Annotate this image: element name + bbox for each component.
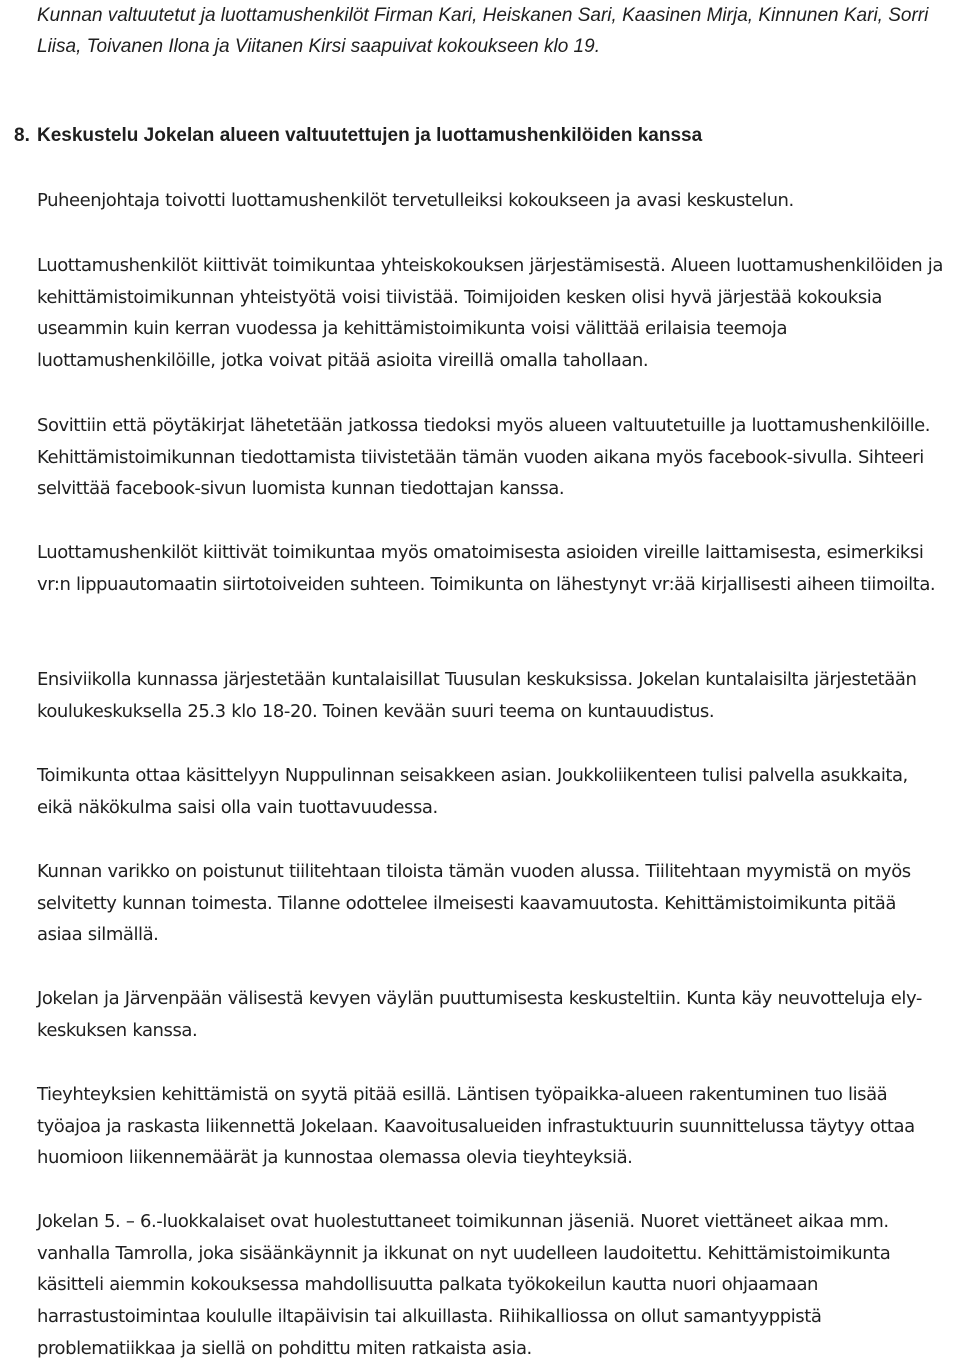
paragraph-youth: Jokelan 5. – 6.-luokkalaiset ovat huolestuttaneet toimikunnan jäseniä. Nuoret viettäneet aikaa mm. vanhalla Tamrolla, joka sisäänkäynnit ja ikkunat on nyt uudelleen laudoitettu. Kehittämistoimikunta käsitteli aiemmin kokouksessa mahdollisuutta palkata työkokeilun kautta nuori ohjaamaan harrastustoimintaa koululle iltapäivisin tai alkuillasta. Riihikalliossa on ollut samantyyppistä problematiikkaa ja siellä on pohdittu miten ratkaista asia. bbox=[37, 1211, 891, 1359]
paragraph-cooperation: Luottamushenkilöt kiittivät toimikuntaa yhteiskokouksen järjestämisestä. Alueen luottamushenkilöiden ja kehittämistoimikunnan yhteistyötä voisi tiivistää. Toimijoiden kesken olisi hyvä järjestää kokouksia useammin kuin kerran vuodessa ja kehittämistoimikunta voisi välittää erilaisia teemoja luottamushenkilöille, jotka voivat pitää asioita vireillä omalla tahollaan. bbox=[37, 255, 943, 372]
paragraph-minutes: Sovittiin että pöytäkirjat lähetetään jatkossa tiedoksi myös alueen valtuutetuille ja luottamushenkilöille. Kehittämistoimikunnan tiedottamista tiivistetään tämän vuoden aikana myös facebook-sivulla. Sihteeri selvittää facebook-sivun luomista kunnan tiedottajan kanssa. bbox=[37, 415, 931, 500]
paragraph-vr-ticket-machine: Luottamushenkilöt kiittivät toimikuntaa myös omatoimisesta asioiden vireille laittamisesta, esimerkiksi vr:n lippuautomaatin siirtotoiveiden suhteen. Toimikunta on lähestynyt vr:ää kirjallisesti aiheen tiimoilta. bbox=[37, 542, 936, 595]
paragraph-light-traffic-route: Jokelan ja Järvenpään välisestä kevyen väylän puuttumisesta keskusteltiin. Kunta käy neuvotteluja ely-keskuksen kanssa. bbox=[37, 988, 922, 1041]
paragraph-road-connections: Tieyhteyksien kehittämistä on syytä pitää esillä. Läntisen työpaikka-alueen rakentuminen tuo lisää työajoa ja raskasta liikennettä Jokelaan. Kaavoitusalueiden infrastuktuurin suunnittelussa täytyy ottaa huomioon liikennemäärät ja kunnostaa olemassa olevia tieyhteyksiä. bbox=[37, 1084, 915, 1169]
section-title: Keskustelu Jokelan alueen valtuutettujen ja luottamushenkilöiden kanssa bbox=[37, 125, 703, 146]
paragraph-nuppulinna: Toimikunta ottaa käsittelyyn Nuppulinnan seisakkeen asian. Joukkoliikenteen tulisi palvella asukkaita, eikä näkökulma saisi olla vain tuottavuudessa. bbox=[37, 765, 908, 818]
section-heading bbox=[14, 122, 944, 150]
paragraph-brick-factory: Kunnan varikko on poistunut tiilitehtaan tiloista tämän vuoden alussa. Tiilitehtaan myymistä on myös selvitetty kunnan toimesta. Tilanne odottelee ilmeisesti kaavamuutosta. Kehittämistoimikunta pitää asiaa silmällä. bbox=[37, 861, 911, 946]
paragraph-opening: Puheenjohtaja toivotti luottamushenkilöt tervetulleiksi kokoukseen ja avasi keskustelun. bbox=[37, 190, 794, 211]
paragraph-resident-evenings: Ensiviikolla kunnassa järjestetään kuntalaisillat Tuusulan keskuksissa. Jokelan kuntalaisilta järjestetään koulukeskuksella 25.3 klo 18-20. Toinen kevään suuri teema on kuntauudistus. bbox=[37, 669, 917, 722]
attendance-note: Kunnan valtuutetut ja luottamushenkilöt Firman Kari, Heiskanen Sari, Kaasinen Mirja, Kinnunen Kari, Sorri Liisa, Toivanen Ilona ja Viitanen Kirsi saapuivat kokoukseen klo 19. bbox=[37, 5, 929, 57]
section-number: 8. bbox=[14, 125, 30, 146]
